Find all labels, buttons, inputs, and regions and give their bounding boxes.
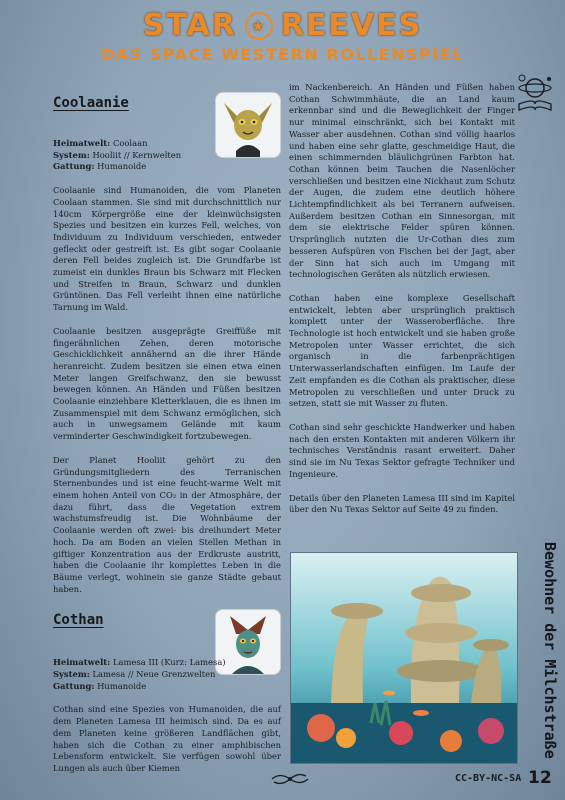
meta-row: System: Lamesa // Neue Grenzwelten [53,669,216,680]
cothan-paragraph-1: Cothan sind eine Spezies von Humanoiden, die auf dem Planeten Lamesa III heimisch sind. Da es auf dem Planeten keine größeren Landflächen gibt, haben sich die Cothan zu einer amphibischen Lebensform entwickelt. Sie verfügen sowohl über Lungen als auch über Kiemen [53,704,281,773]
underwater-city-illustration [290,552,518,764]
title-star: STAR [142,8,237,43]
coolaanie-paragraph-2: Coolaanie besitzen ausgeprägte Greiffüße mit fingerähnlichen Zehen, deren motorische Geschicklichkeit annähernd an die ihrer Hände heranreicht. Zudem besitzen sie einen etwa einen Meter langen Greifschwanz, den sie bewusst bewegen können. An Händen und Füßen besitzen Coolaanie einziehbare Kletterklauen, die es ihnen im Zusammenspiel mit dem Schwanz ermöglichen, sich auch in unwegsamem Gelände mit kaum verminderter Geschwindigkeit fortzubewegen. [53,325,281,442]
cothan-paragraph-4: Cothan sind sehr geschickte Handwerker und haben nach den ersten Kontakten mit anderen Völkern ihr technisches Verständnis rasant erweitert. Daher sind sie im Nu Texas Sektor gefragte Techniker und Ingenieure. [289,421,515,479]
ornament-icon [270,770,310,788]
cothan-paragraph-3: Cothan haben eine komplexe Gesellschaft entwickelt, lebten aber ursprünglich praktisch komplett unter der Wasseroberfläche. Ihre Technologie ist hoch entwickelt und sie haben große Metropolen unter Wasser errichtet, die sich organisch in die farbenprächtigen Unterwasserlandschaften einfügen. Im Laufe der Zeit empfanden es die Cothan als praktischer, diese Metropolen zu verschließen und unter Druck zu setzen, statt sie mit Wasser zu fluten. [289,292,515,409]
title-reeves: REEVES [280,8,423,43]
game-title [0,8,565,43]
meta-row: Heimatwelt: Coolaan [53,138,148,148]
page-number: 12 [528,768,552,788]
game-subtitle: DAS SPACE WESTERN ROLLENSPIEL [101,45,464,64]
license-label: CC-BY-NC-SA [455,773,522,784]
meta-row: Gattung: Humanoide [53,680,147,691]
cothan-paragraph-5: Details über den Planeten Lamesa III sind im Kapitel über den Nu Texas Sektor auf Seite 49 zu finden. [289,492,515,515]
page-header [0,8,565,64]
meta-row: Gattung: Humanoide [53,161,147,172]
right-column [289,82,515,516]
coolaanie-portrait [215,92,281,158]
meta-row: Heimatwelt: Lamesa III (Kurz: Lamesa) [53,657,226,668]
chapter-title: Bewohner der Milchstraße [541,541,559,759]
coolaanie-paragraph-1: Coolaanie sind Humanoiden, die vom Planeten Coolaan stammen. Sie sind mit durchschnittlich nur 140cm Körpergröße eine der kleinwüchsigsten Spezies und besitzen ein kurzes Fell, welches, von Individuum zu Individuum verschieden, entweder gefleckt oder gestreift ist. Es gibt sogar Coolaanie deren Fell beides zugleich ist. Die Grundfarbe ist zumeist ein dunkles Braun bis Schwarz mit Flecken und Streifen in Braun, Schwarz und dunklen Grüntönen. Das Fell verleiht ihnen eine natürliche Tarnung im Wald. [53,185,281,313]
planet-book-icon [513,70,557,114]
star-emblem-icon: ★ [245,12,273,40]
coolaanie-title: Coolaanie [53,95,129,111]
cothan-paragraph-2: im Nackenbereich. An Händen und Füßen haben Cothan Schwimmhäute, die an Land kaum erkennbar sind und die Beweglichkeit der Finger nur minimal einschränkt, sich bei Kontakt mit Wasser aber ausdehnen. Cothan sind völlig haarlos und haben eine sehr glatte, geschmeidige Haut, die einen schimmernden bläulichgrünen Farbton hat. Cothan können beim Tauchen die Nasenlöcher verschließen und besitzen eine Nickhaut zum Schutz der Augen, die zudem eine deutlich höhere Lichtempfindlichkeit als bei Terranern aufweisen. Außerdem besitzen Cothan ein Sinnesorgan, mit dem sie elektrische Felder spüren können. Ursprünglich nutzten die Ur-Cothan dies zum besseren Aufspüren von Fischen bei der Jagt, aber der Sinn hat sich auch im Umgang mit technologischen Geräten als nützlich erwiesen. [289,82,515,280]
cothan-title: Cothan [53,612,104,629]
meta-row: System: Hooliit // Kernwelten [53,149,182,160]
left-column [53,92,281,775]
coolaanie-paragraph-3: Der Planet Hooliit gehört zu den Gründungsmitgliedern des Terranischen Sternenbundes und ist eine feucht-warme Welt mit einem hohen Anteil von CO₂ in der Atmosphäre, der dazu führt, dass die Vegetation extrem wachstumsfreudig ist. Die Wohnbäume der Coolaanie werden oft zwei- bis dreihundert Meter hoch. Da am Boden an vielen Stellen Methan in giftiger Konzentration aus der Erdkruste austritt, haben die Coolaanie ihr komplettes Leben in die Bäume verlegt, wohinein sie ganze Städte gebaut haben. [53,454,281,594]
